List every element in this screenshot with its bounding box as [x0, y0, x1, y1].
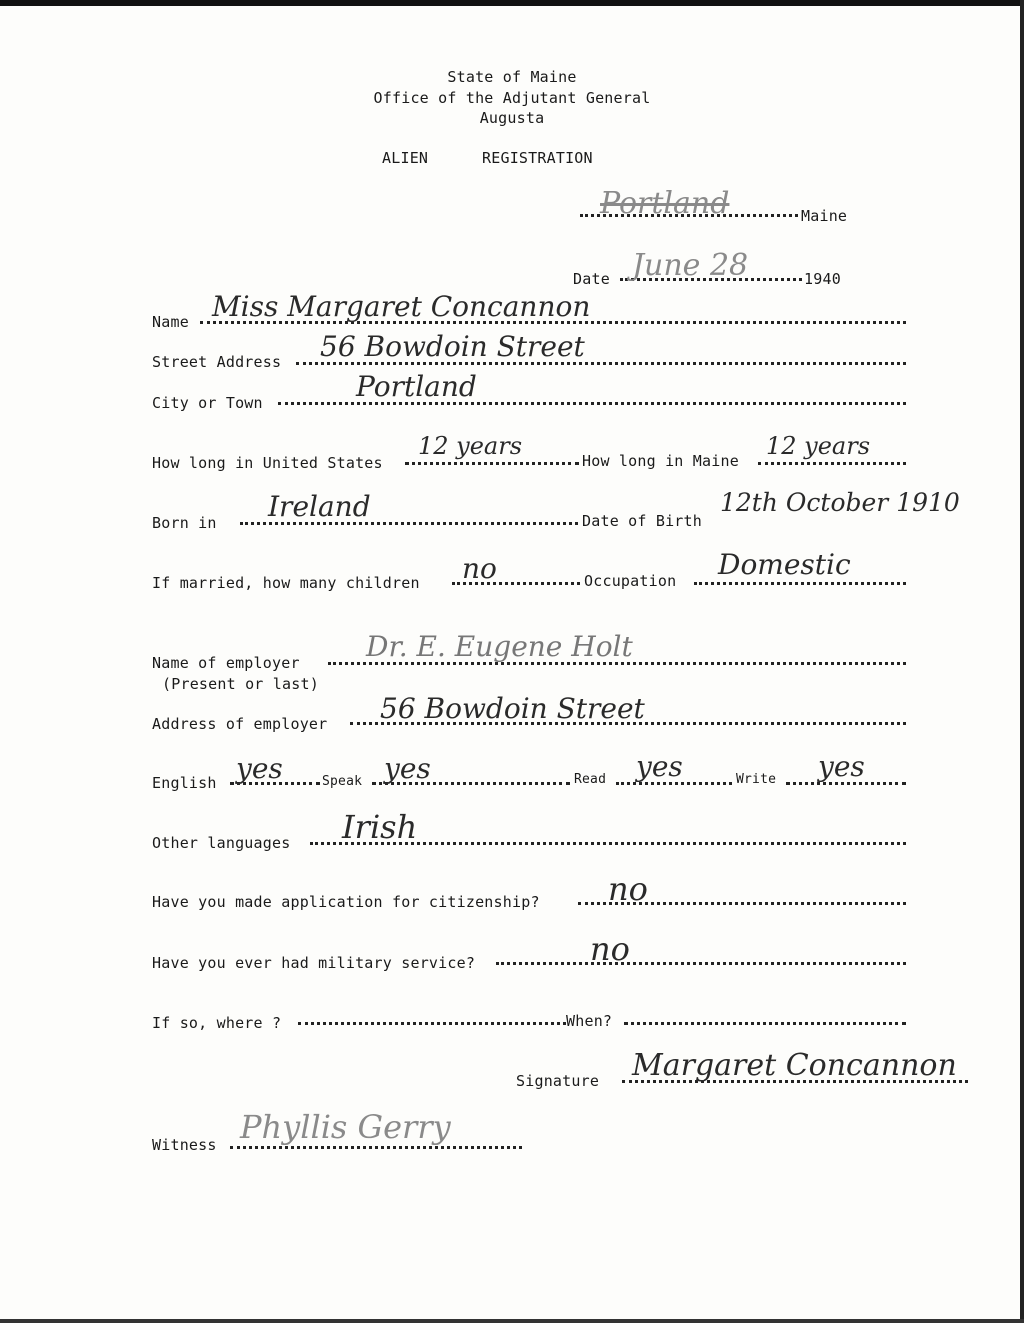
header-state: State of Maine — [447, 68, 577, 86]
military-dots — [496, 962, 906, 965]
street-label: Street Address — [152, 353, 282, 371]
children-value: no — [462, 552, 497, 585]
witness-dots — [230, 1146, 522, 1149]
write-value: yes — [818, 750, 865, 783]
occupation-label: Occupation — [584, 572, 677, 590]
children-label: If married, how many children — [152, 574, 420, 592]
employer-address-value: 56 Bowdoin Street — [380, 692, 645, 725]
citizenship-label: Have you made application for citizenship? — [152, 893, 540, 911]
employer-label: Name of employer — [152, 654, 300, 672]
header-city: Augusta — [479, 109, 545, 127]
header-office: Office of the Adjutant General — [373, 89, 651, 107]
english-value: yes — [236, 752, 283, 785]
born-in-value: Ireland — [268, 490, 371, 523]
military-label: Have you ever had military service? — [152, 954, 476, 972]
form-title-registration: REGISTRATION — [482, 149, 593, 167]
dob-label: Date of Birth — [582, 512, 702, 530]
date-value: June 28 — [632, 248, 749, 283]
signature-value: Margaret Concannon — [632, 1048, 957, 1083]
other-languages-label: Other languages — [152, 834, 291, 852]
other-languages-value: Irish — [342, 808, 418, 846]
where-dots — [298, 1022, 566, 1025]
date-label: Date — [573, 270, 610, 288]
dob-value: 12th October 1910 — [720, 488, 960, 517]
speak-value: yes — [384, 752, 431, 785]
maine-duration-label: How long in Maine — [582, 452, 739, 470]
english-label: English — [152, 774, 217, 792]
read-label: Read — [574, 772, 607, 787]
maine-duration-value: 12 years — [766, 432, 871, 460]
name-label: Name — [152, 313, 189, 331]
us-duration-dots — [405, 462, 579, 465]
date-year: 1940 — [804, 270, 841, 288]
military-value: no — [590, 930, 630, 968]
employer-sublabel: (Present or last) — [162, 675, 319, 693]
scan-edge-bottom — [0, 1319, 1024, 1323]
maine-duration-dots — [758, 462, 906, 465]
city-label: City or Town — [152, 394, 263, 412]
when-dots — [624, 1022, 906, 1025]
city-value: Portland — [356, 370, 477, 403]
scan-edge-top — [0, 0, 1024, 6]
witness-value: Phyllis Gerry — [240, 1108, 451, 1146]
signature-label: Signature — [516, 1072, 600, 1090]
us-duration-label: How long in United States — [152, 454, 383, 472]
occupation-dots — [694, 582, 906, 585]
location-value: Portland — [600, 186, 730, 221]
form-title-alien: ALIEN — [382, 149, 429, 167]
street-value: 56 Bowdoin Street — [320, 330, 585, 363]
speak-label: Speak — [322, 774, 363, 789]
employer-value: Dr. E. Eugene Holt — [366, 630, 633, 663]
when-label: When? — [566, 1012, 613, 1030]
location-suffix: Maine — [801, 207, 848, 225]
read-value: yes — [636, 750, 683, 783]
witness-label: Witness — [152, 1136, 217, 1154]
employer-address-label: Address of employer — [152, 715, 328, 733]
scan-edge-right — [1020, 0, 1024, 1323]
where-label: If so, where ? — [152, 1014, 282, 1032]
citizenship-value: no — [608, 870, 648, 908]
occupation-value: Domestic — [718, 548, 851, 581]
name-value: Miss Margaret Concannon — [212, 290, 591, 323]
write-label: Write — [736, 772, 777, 787]
born-in-label: Born in — [152, 514, 217, 532]
us-duration-value: 12 years — [418, 432, 523, 460]
